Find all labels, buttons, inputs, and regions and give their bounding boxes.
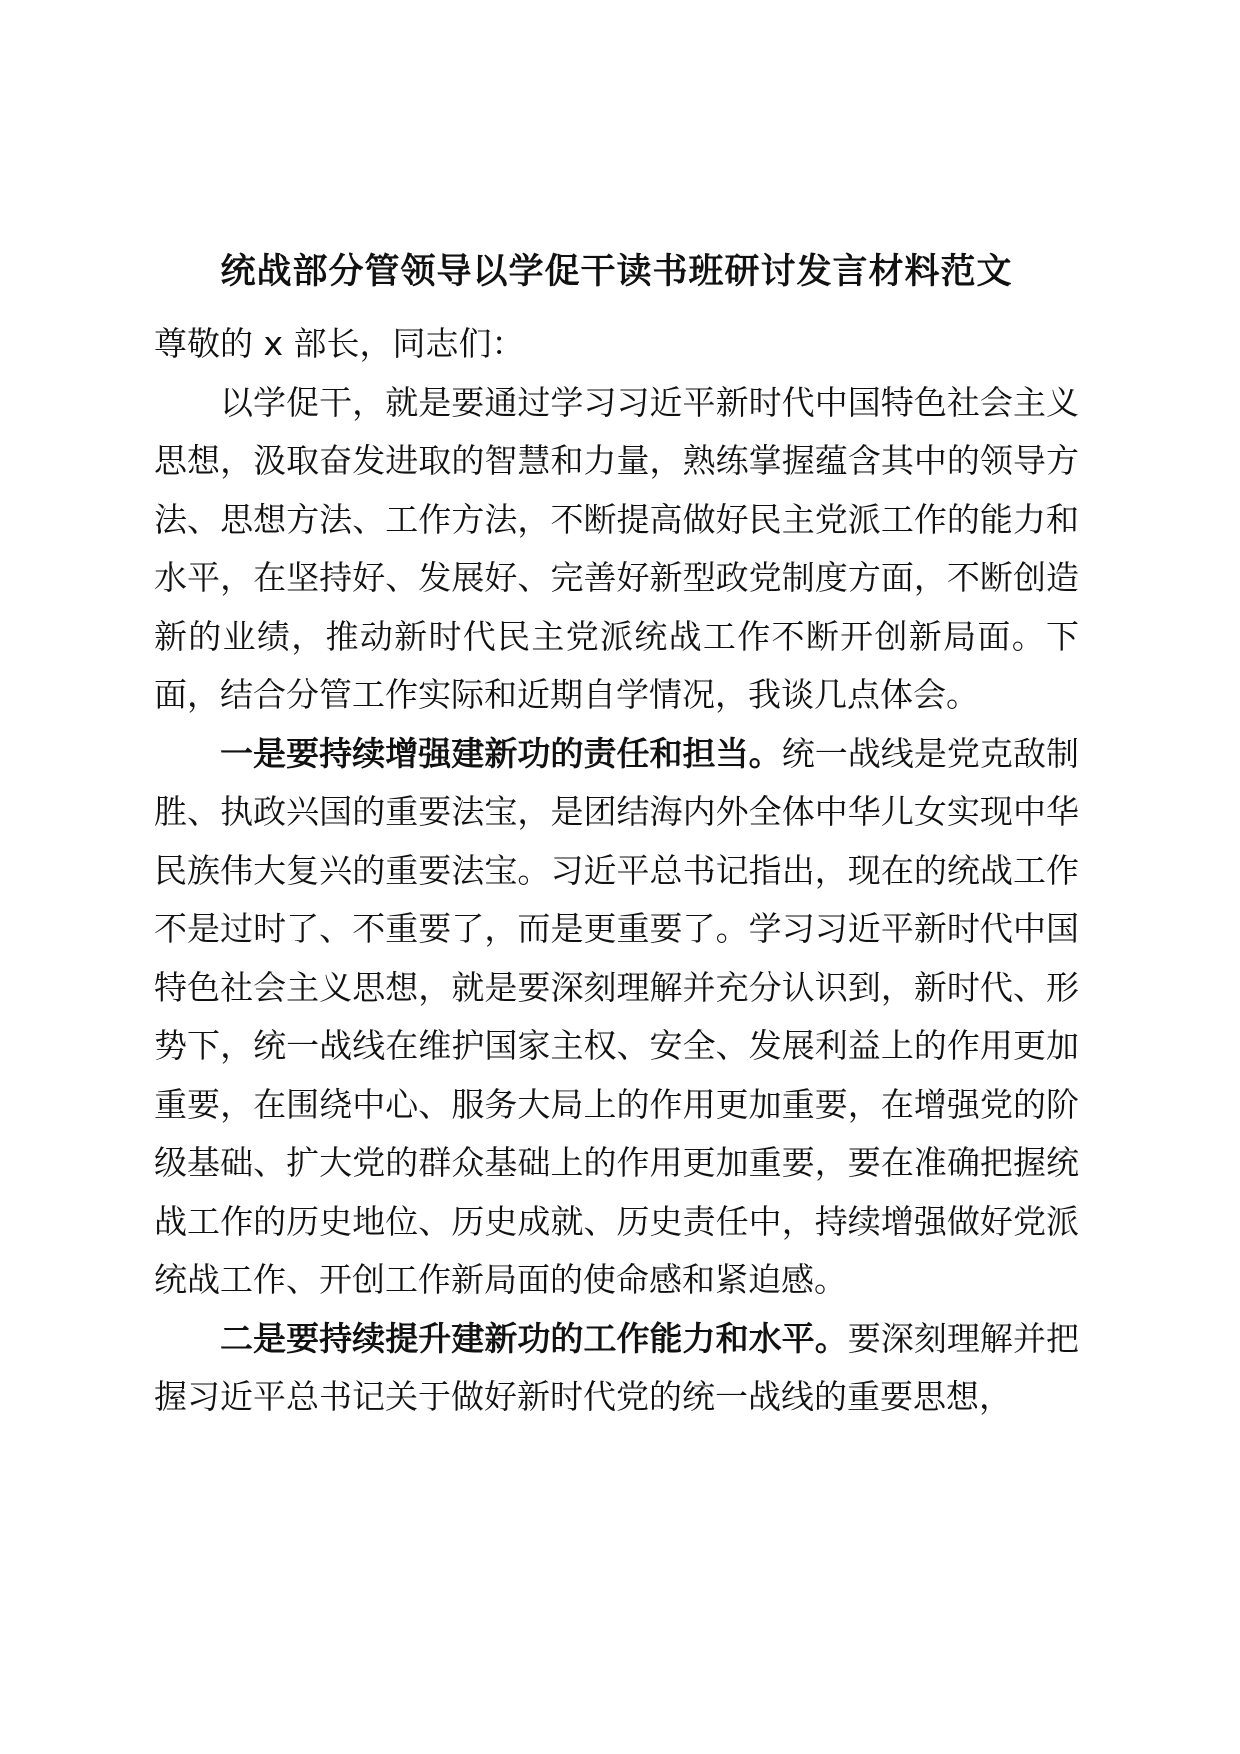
paragraph-text: 要深刻理解并把握习近平总书记关于做好新时代党的统一战线的重要思想， bbox=[154, 1318, 1080, 1416]
paragraph-text: 统一战线是党克敌制胜、执政兴国的重要法宝，是团结海内外全体中华儿女实现中华民族伟大复兴的重要法宝。习近平总书记指出，现在的统战工作不是过时了、不重要了，而是更重要了。学习习近平新时代中国特色社会主义思想，就是要深刻理解并充分认识到，新时代、形势下，统一战线在维护国家主权、安全、发展利益上的作用更加重要，在围绕中心、服务大局上的作用更加重要，在增强党的阶级基础、扩大党的群众基础上的作用更加重要，要在准确把握统战工作的历史地位、历史成就、历史责任中，持续增强做好党派统战工作、开创工作新局面的使命感和紧迫感。 bbox=[154, 733, 1080, 1299]
salutation: 尊敬的 x 部长，同志们： bbox=[154, 324, 525, 363]
paragraph-heading: 一是要持续增强建新功的责任和担当。 bbox=[220, 733, 782, 773]
paragraph-text: 以学促干，就是要通过学习习近平新时代中国特色社会主义思想，汲取奋发进取的智慧和力量，熟练掌握蕴含其中的领导方法、思想方法、工作方法，不断提高做好民主党派工作的能力和水平，在坚持好、发展好、完善好新型政党制度方面，不断创造新的业绩，推动新时代民主党派统战工作不断开创新局面。下面，结合分管工作实际和近期自学情况，我谈几点体会。 bbox=[154, 382, 1079, 714]
paragraph-point-one bbox=[154, 725, 1079, 1310]
paragraph-heading: 二是要持续提升建新功的工作能力和水平。 bbox=[220, 1318, 848, 1358]
paragraph-point-two bbox=[154, 1310, 1079, 1427]
paragraph-intro bbox=[154, 374, 1079, 725]
document-body bbox=[154, 243, 1079, 1427]
document-title: 统战部分管领导以学促干读书班研讨发言材料范文 bbox=[220, 252, 1013, 292]
